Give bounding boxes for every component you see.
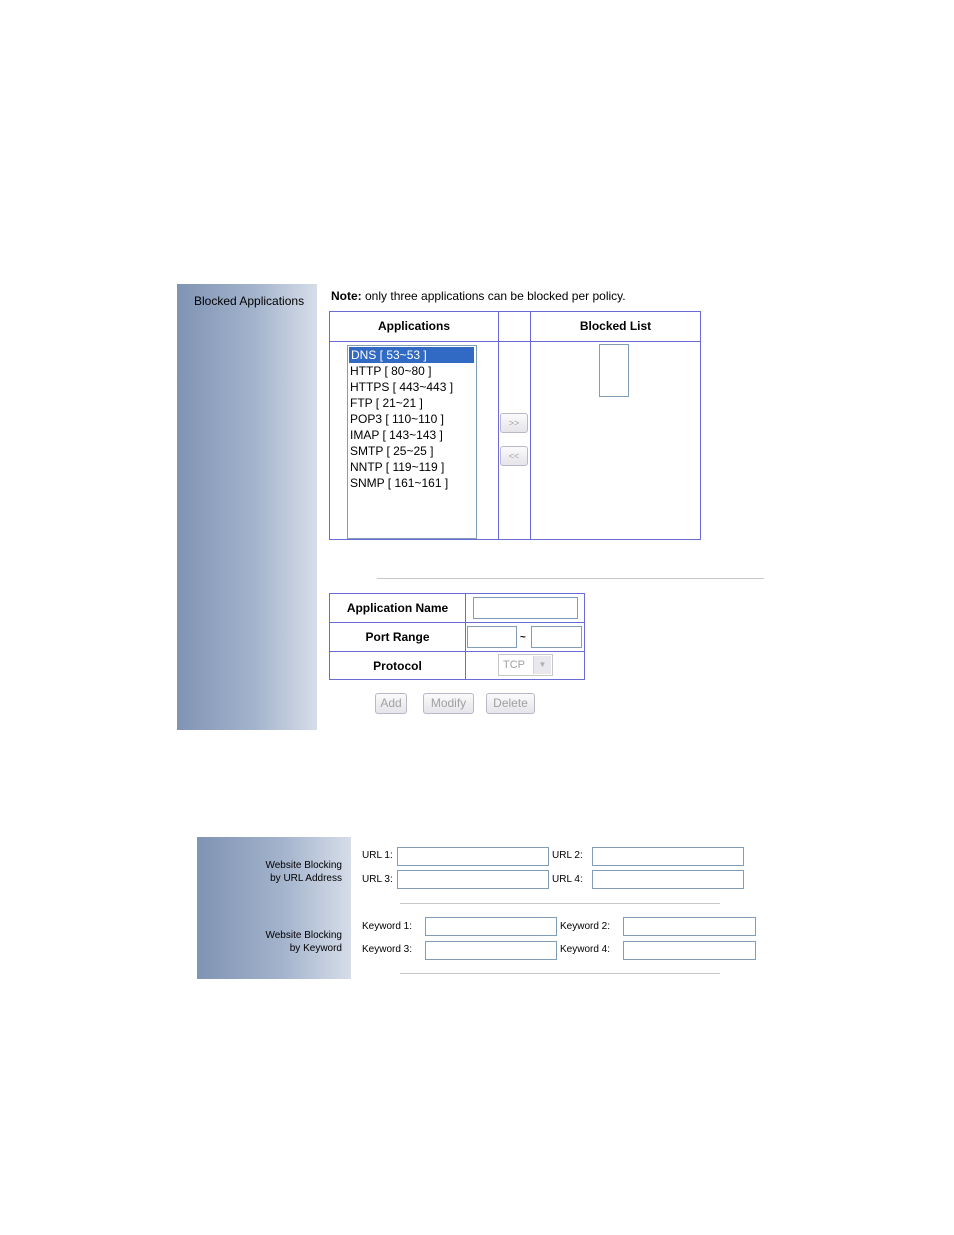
chevron-down-icon: ▼ [533, 656, 551, 674]
url-blocking-label [265, 859, 342, 885]
keyword4-label: Keyword 4: [560, 944, 611, 955]
url4-label: URL 4: [552, 874, 583, 885]
blocked-list-cell [531, 342, 700, 539]
application-list-item[interactable]: HTTPS [ 443~443 ] [350, 380, 454, 394]
protocol-select-value: TCP [503, 659, 525, 671]
applications-listbox[interactable] [347, 345, 477, 539]
form-row-divider [330, 622, 584, 623]
url2-input[interactable] [592, 847, 744, 866]
modify-button[interactable]: Modify [423, 693, 474, 714]
url-blocking-label-line1: Website Blocking [265, 860, 342, 871]
separator-line [377, 578, 764, 579]
application-list-item[interactable]: DNS [ 53~53 ] [349, 347, 474, 363]
blocked-applications-sidebar [177, 284, 317, 730]
application-name-label: Application Name [346, 601, 449, 615]
url3-label: URL 3: [362, 874, 393, 885]
keyword4-input[interactable] [623, 941, 756, 960]
application-list-item[interactable]: SNMP [ 161~161 ] [350, 476, 449, 490]
delete-button[interactable]: Delete [486, 693, 535, 714]
blocked-listbox[interactable] [599, 344, 629, 397]
move-buttons-cell [499, 342, 530, 539]
url1-label: URL 1: [362, 850, 393, 861]
application-list-item[interactable]: HTTP [ 80~80 ] [350, 364, 432, 378]
keyword-blocking-label-line2: by Keyword [289, 943, 342, 954]
application-list-item[interactable]: FTP [ 21~21 ] [350, 396, 423, 410]
form-row-divider [330, 651, 584, 652]
add-button[interactable]: Add [375, 693, 407, 714]
blocked-applications-label: Blocked Applications [194, 294, 305, 308]
port-range-separator: ~ [520, 632, 526, 643]
application-list-item[interactable]: POP3 [ 110~110 ] [350, 412, 444, 426]
keyword3-input[interactable] [425, 941, 557, 960]
port-range-end-input[interactable] [531, 626, 582, 648]
url-blocking-label-line2: by URL Address [270, 873, 342, 884]
protocol-select[interactable] [498, 654, 553, 676]
protocol-label: Protocol [373, 659, 422, 673]
port-range-label: Port Range [365, 630, 430, 644]
note-bold: Note: [331, 289, 362, 303]
applications-cell [330, 342, 498, 539]
add-to-blocked-button[interactable]: >> [500, 413, 528, 433]
blocked-list-header: Blocked List [579, 319, 652, 333]
url1-input[interactable] [397, 847, 549, 866]
keyword2-label: Keyword 2: [560, 921, 611, 932]
keyword-blocking-label [265, 929, 342, 955]
policy-note [331, 289, 626, 303]
keyword1-input[interactable] [425, 917, 557, 936]
note-text: only three applications can be blocked per policy. [361, 289, 626, 303]
application-name-input[interactable] [473, 597, 578, 619]
port-range-start-input[interactable] [467, 626, 517, 648]
url3-input[interactable] [397, 870, 549, 889]
keyword-separator-line [400, 973, 720, 974]
website-blocking-sidebar [197, 837, 351, 979]
remove-from-blocked-button[interactable]: << [500, 446, 528, 466]
keyword3-label: Keyword 3: [362, 944, 413, 955]
applications-header: Applications [377, 319, 450, 333]
keyword1-label: Keyword 1: [362, 921, 413, 932]
application-list-item[interactable]: IMAP [ 143~143 ] [350, 428, 443, 442]
application-form-table [329, 593, 585, 680]
url4-input[interactable] [592, 870, 744, 889]
application-list-item[interactable]: NNTP [ 119~119 ] [350, 460, 445, 474]
url-separator-line [400, 903, 720, 904]
url2-label: URL 2: [552, 850, 583, 861]
form-column-divider [465, 594, 466, 679]
application-list-item[interactable]: SMTP [ 25~25 ] [350, 444, 434, 458]
keyword-blocking-label-line1: Website Blocking [265, 930, 342, 941]
keyword2-input[interactable] [623, 917, 756, 936]
applications-table [329, 311, 701, 540]
